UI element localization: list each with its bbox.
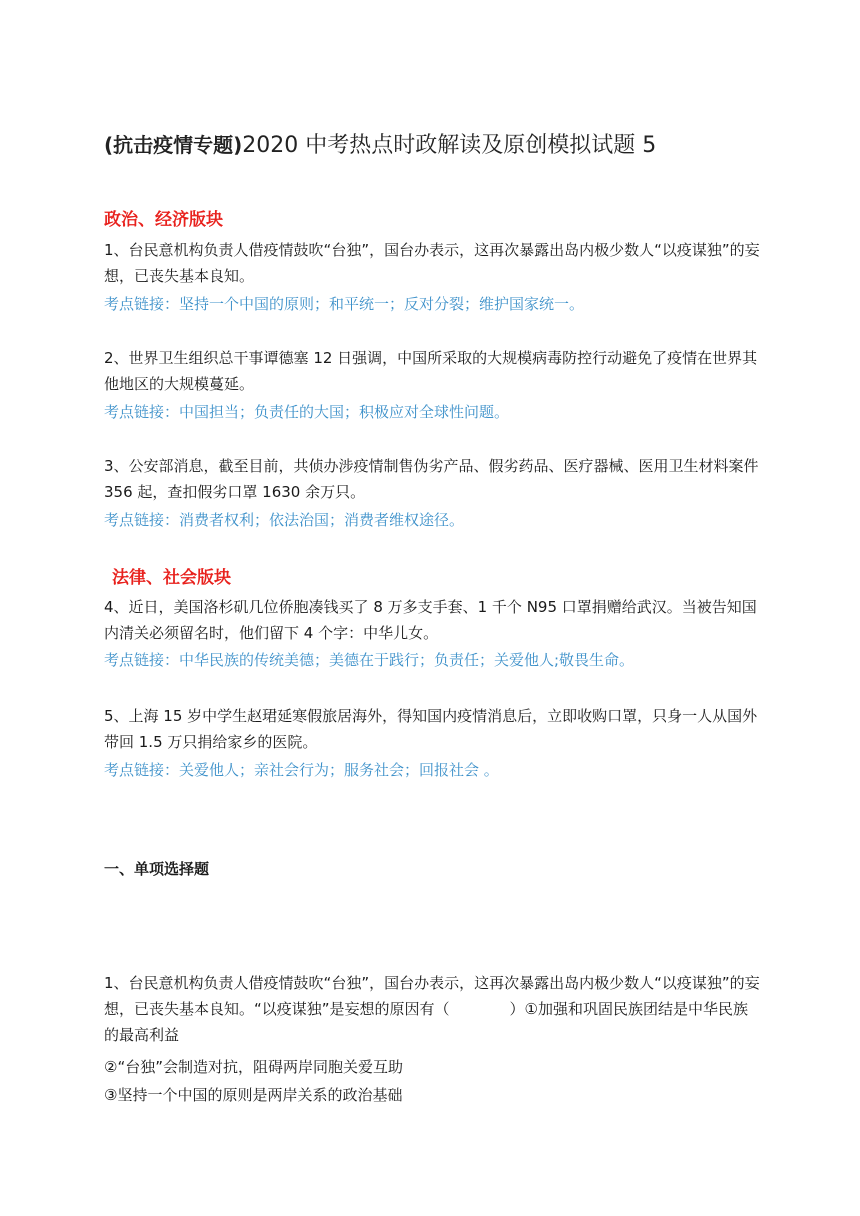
news-item-3: 3、公安部消息，截至目前，共侦办涉疫情制售伪劣产品、假劣药品、医疗器械、医用卫生材料案件 356 起，查扣假劣口罩 1630 余万只。 [104, 457, 759, 501]
exam-link-3: 考点链接：消费者权利；依法治国；消费者维权途径。 [104, 511, 465, 529]
title-main: 2020 中考热点时政解读及原创模拟试题 5 [242, 133, 657, 158]
section-heading-law-society: 法律、社会版块 [112, 568, 231, 588]
news-item-4: 4、近日，美国洛杉矶几位侨胞凑钱买了 8 万多支手套、1 千个 N95 口罩捐赠给武汉。当被告知国内清关必须留名时，他们留下 4 个字：中华儿女。 [104, 598, 757, 642]
mc-option-3: ③坚持一个中国的原则是两岸关系的政治基础 [104, 1086, 403, 1104]
exam-link-4: 考点链接：中华民族的传统美德；美德在于践行；负责任；关爱他人;敬畏生命。 [104, 651, 635, 669]
news-item-5: 5、上海 15 岁中学生赵珺延寒假旅居海外，得知国内疫情消息后，立即收购口罩，只身一人从国外带回 1.5 万只捐给家乡的医院。 [104, 707, 758, 751]
mc-option-2: ②“台独”会制造对抗，阻碍两岸同胞关爱互助 [104, 1058, 403, 1076]
exam-link-2: 考点链接：中国担当；负责任的大国；积极应对全球性问题。 [104, 403, 510, 421]
mc-section-heading: 一、单项选择题 [104, 860, 210, 878]
exam-link-5: 考点链接：关爱他人；亲社会行为；服务社会；回报社会 。 [104, 761, 499, 779]
exam-link-1: 考点链接：坚持一个中国的原则；和平统一；反对分裂；维护国家统一。 [104, 295, 585, 313]
news-item-1: 1、台民意机构负责人借疫情鼓吹“台独”，国台办表示，这再次暴露出岛内极少数人“以疫谋独”的妄想，已丧失基本良知。 [104, 241, 760, 285]
title-prefix: (抗击疫情专题) [104, 133, 243, 157]
news-item-2: 2、世界卫生组织总干事谭德塞 12 日强调，中国所采取的大规模病毒防控行动避免了疫情在世界其他地区的大规模蔓延。 [104, 349, 758, 393]
section-heading-politics-economy: 政治、经济版块 [104, 210, 223, 230]
page-title [104, 130, 804, 161]
mc-question-1: 1、台民意机构负责人借疫情鼓吹“台独”，国台办表示，这再次暴露出岛内极少数人“以疫谋独”的妄想，已丧失基本良知。“以疫谋独”是妄想的原因有（ ）①加强和巩固民族团结是中华民族的最高利益 [104, 974, 760, 1044]
